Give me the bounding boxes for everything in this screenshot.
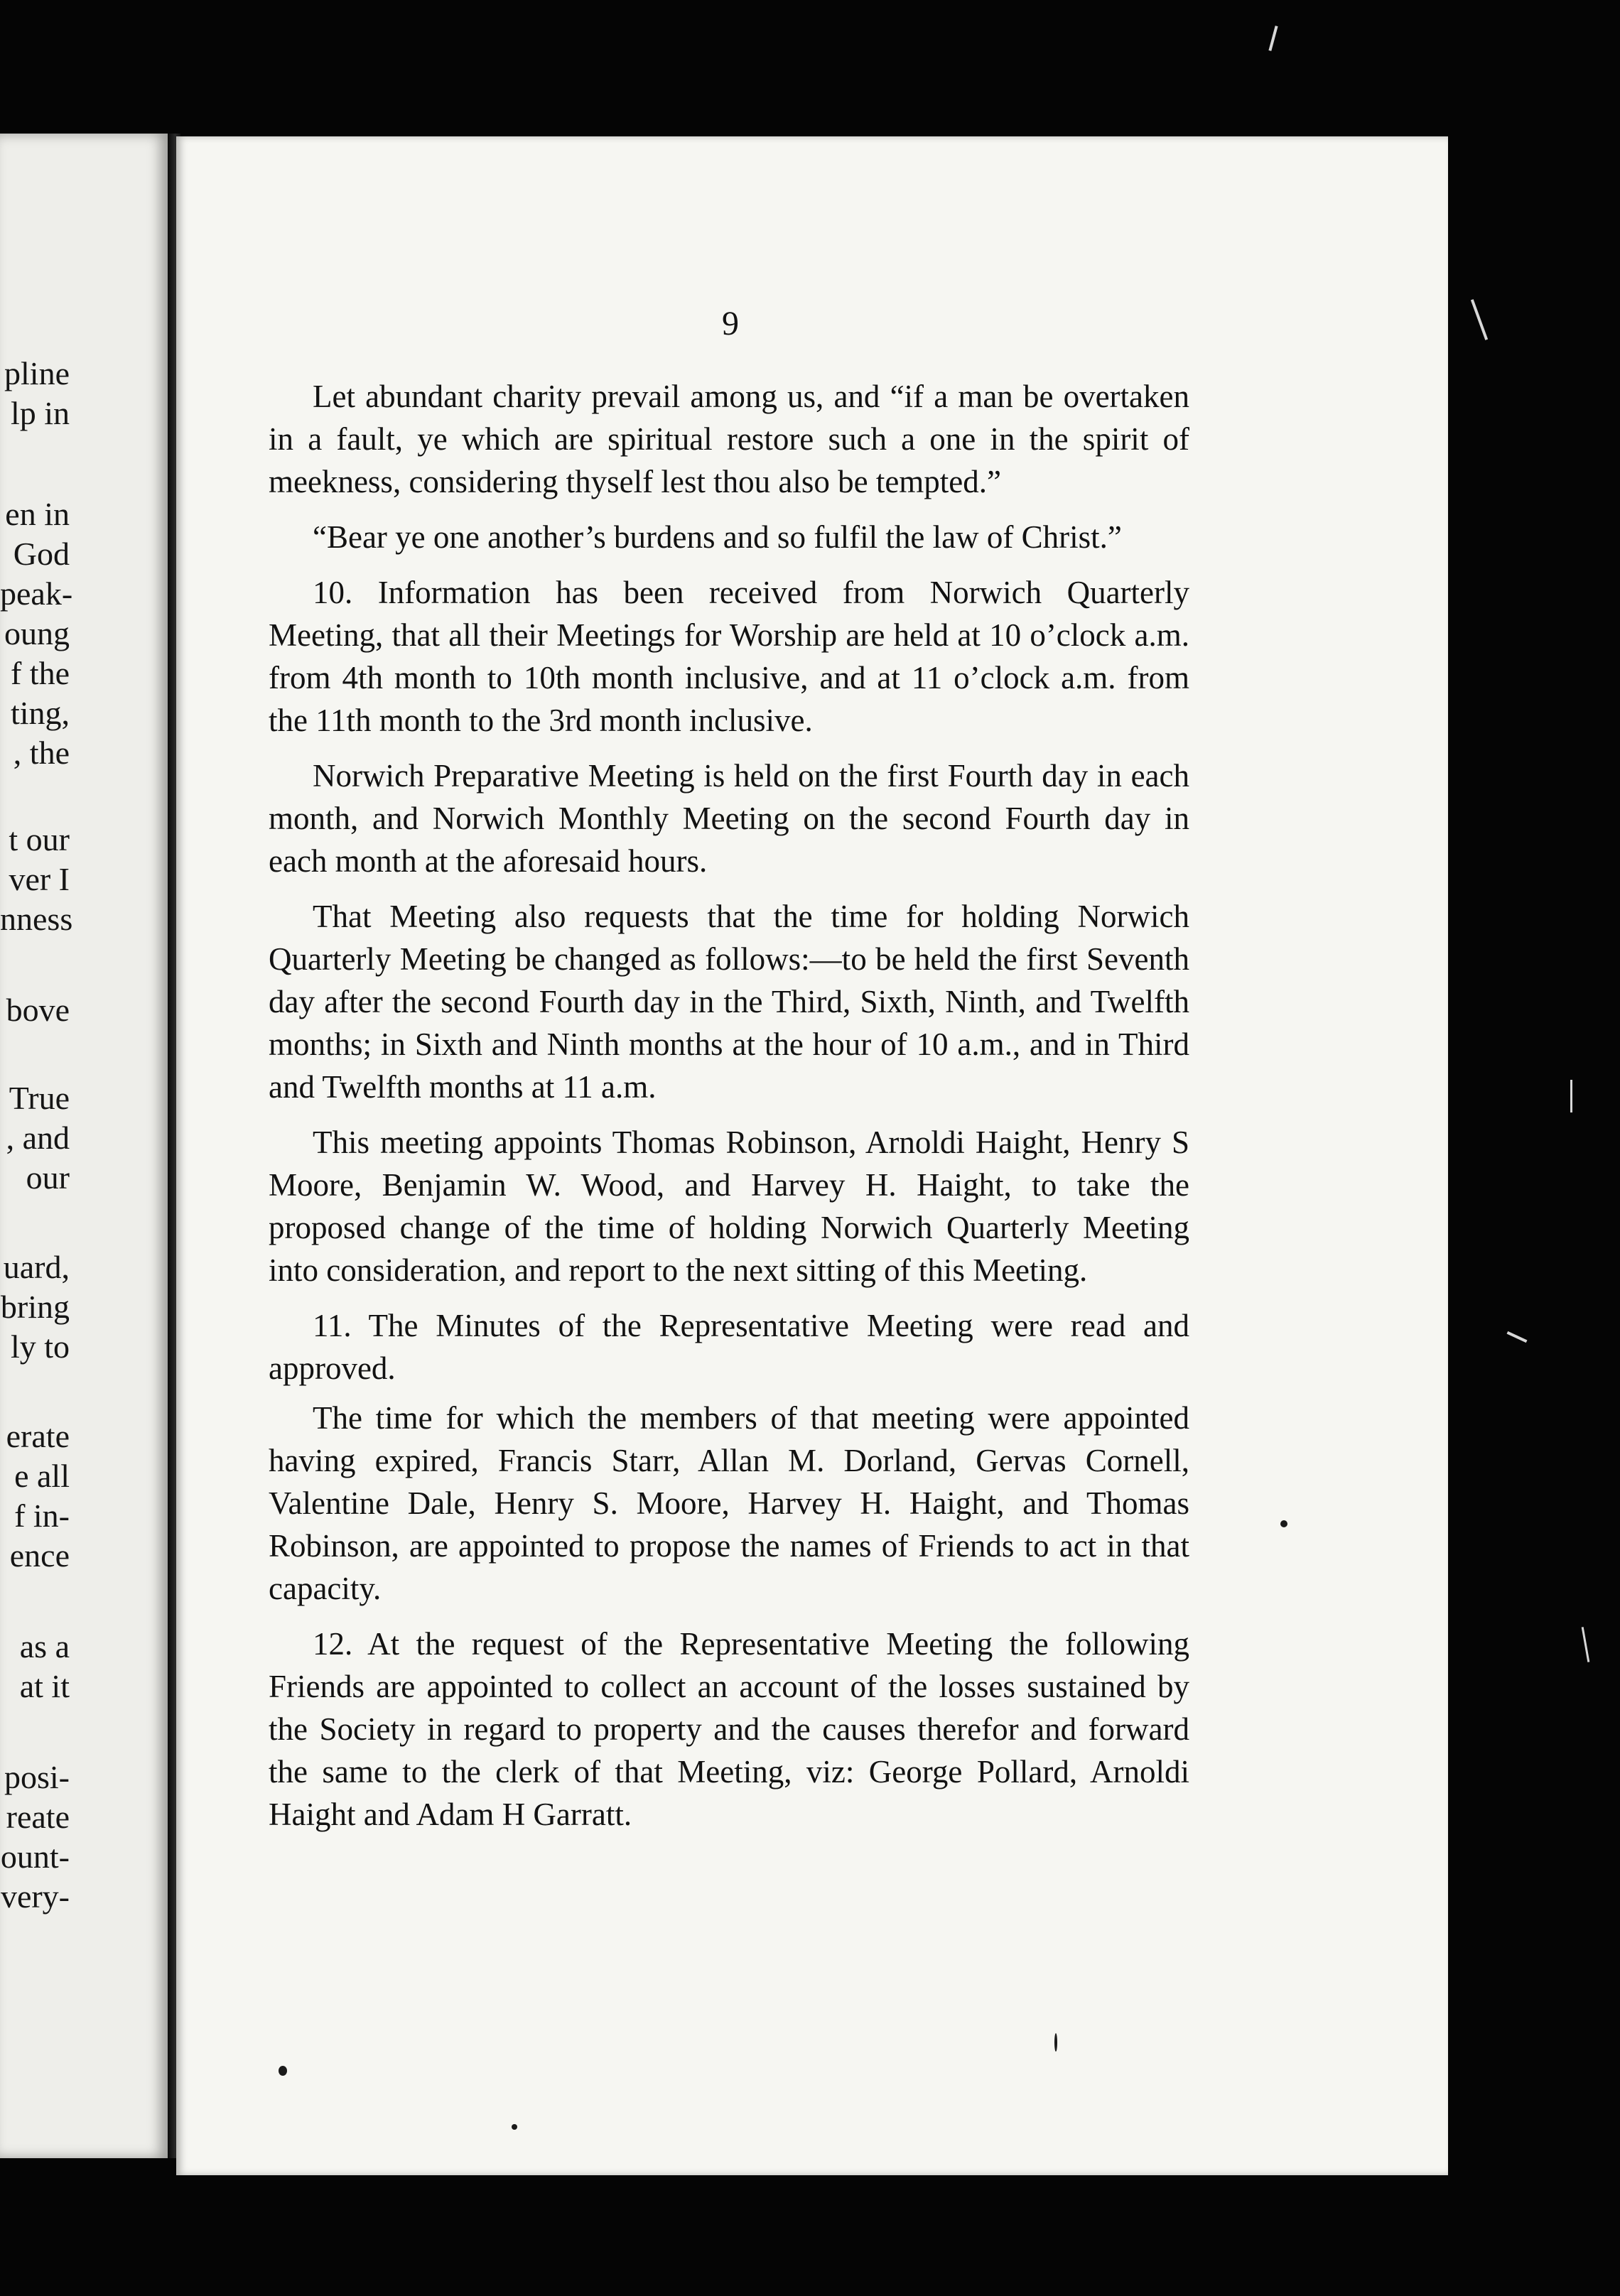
left-page-fragment: posi- [4, 1759, 70, 1795]
left-page-fragment: God [13, 536, 70, 572]
left-page-fragment: , the [13, 735, 70, 771]
left-page-fragment: erate [6, 1418, 70, 1454]
left-page-fragment: nness [0, 901, 73, 937]
paragraph-burdens: “Bear ye one another’s burdens and so fulfil the law of Christ.” [313, 519, 1122, 555]
paragraph-charity: Let abundant charity prevail among us, and “if a man be overtaken in a fault, ye which are spiritual restore such a one in the spirit of meekness, considering thyself lest thou also be tempted.” [269, 379, 1189, 499]
page-body [269, 375, 1189, 1848]
paragraph-item-10: 10. Information has been received from Norwich Quarterly Meeting, that all their Meetings for Worship are held at 10 o’clock a.m. from 4th month to 10th month inclusive, and at 11 o’clock a.m. from the 11th month to the 3rd month inclusive. [269, 575, 1189, 738]
paragraph-term-expired: The time for which the members of that meeting were appointed having expired, Francis Starr, Allan M. Dorland, Gervas Cornell, Valentine Dale, Henry S. Moore, Harvey H. Haight, and Thomas Robinson, are appointed to propose the names of Friends to act in that capacity. [269, 1400, 1189, 1606]
left-page-fragment: bove [6, 992, 70, 1028]
left-page-fragment: ence [9, 1537, 70, 1574]
left-page-fragment: our [26, 1159, 70, 1196]
left-page-fragment: ver I [9, 861, 70, 897]
scan-scratch [1507, 1331, 1528, 1343]
left-page-fragment: oung [4, 615, 70, 651]
left-page-fragment: f the [10, 655, 70, 691]
scan-scratch [1471, 299, 1488, 340]
paragraph-item-12: 12. At the request of the Representative Meeting the following Friends are appointed to collect an account of the losses sustained by the Society in regard to property and the causes therefor and forward the same to the clerk of that Meeting, viz: George Pollard, Arnoldi Haight and Adam H Garratt. [269, 1626, 1189, 1832]
left-page-fragment: ting, [10, 695, 70, 731]
scan-speck [1280, 1520, 1287, 1527]
scan-scratch [1582, 1627, 1590, 1662]
scan-speck [1054, 2033, 1057, 2052]
left-page-fragment: very- [0, 1878, 70, 1915]
scan-scratch [1570, 1080, 1572, 1112]
left-page-fragment: lp in [10, 395, 70, 431]
left-page-fragment: reate [6, 1799, 70, 1835]
left-page-fragment: f in- [14, 1498, 70, 1534]
left-page-fragment: as a [19, 1628, 70, 1664]
left-page-fragment: pline [4, 355, 70, 391]
left-page-fragment: e all [14, 1458, 70, 1494]
left-page-fragment: , and [6, 1120, 70, 1156]
left-page-fragment: ount- [0, 1839, 70, 1875]
left-page-fragment: en in [5, 496, 70, 532]
left-page-fragment: bring [0, 1289, 70, 1325]
left-page-fragment: t our [9, 821, 70, 857]
page-number: 9 [722, 305, 739, 342]
left-page-edge [0, 134, 168, 2158]
scan-speck [279, 2066, 287, 2076]
left-page-fragment: ly to [10, 1328, 70, 1365]
paragraph-quarterly-request: That Meeting also requests that the time for holding Norwich Quarterly Meeting be changed as follows:—to be held the first Seventh day after the second Fourth day in the Third, Sixth, Ninth, and Twelfth months; in Sixth and Ninth months at the hour of 10 a.m., and in Third and Twelfth months at 11 a.m. [269, 899, 1189, 1105]
left-page-fragment: True [9, 1080, 70, 1116]
paragraph-preparative-meeting: Norwich Preparative Meeting is held on the first Fourth day in each month, and Norwich Monthly Meeting on the second Fourth day in each month at the aforesaid hours. [269, 758, 1189, 879]
left-page-fragment: uard, [3, 1249, 70, 1285]
scan-scratch [1268, 26, 1278, 51]
paragraph-appointment: This meeting appoints Thomas Robinson, Arnoldi Haight, Henry S Moore, Benjamin W. Wood, and Harvey H. Haight, to take the proposed change of the time of holding Norwich Quarterly Meeting into consideration, and report to the next sitting of this Meeting. [269, 1125, 1189, 1288]
paragraph-item-11: 11. The Minutes of the Representative Meeting were read and approved. [269, 1308, 1189, 1386]
scan-speck [512, 2124, 517, 2130]
left-page-fragment: at it [19, 1668, 70, 1704]
left-page-fragment: peak- [0, 575, 73, 612]
